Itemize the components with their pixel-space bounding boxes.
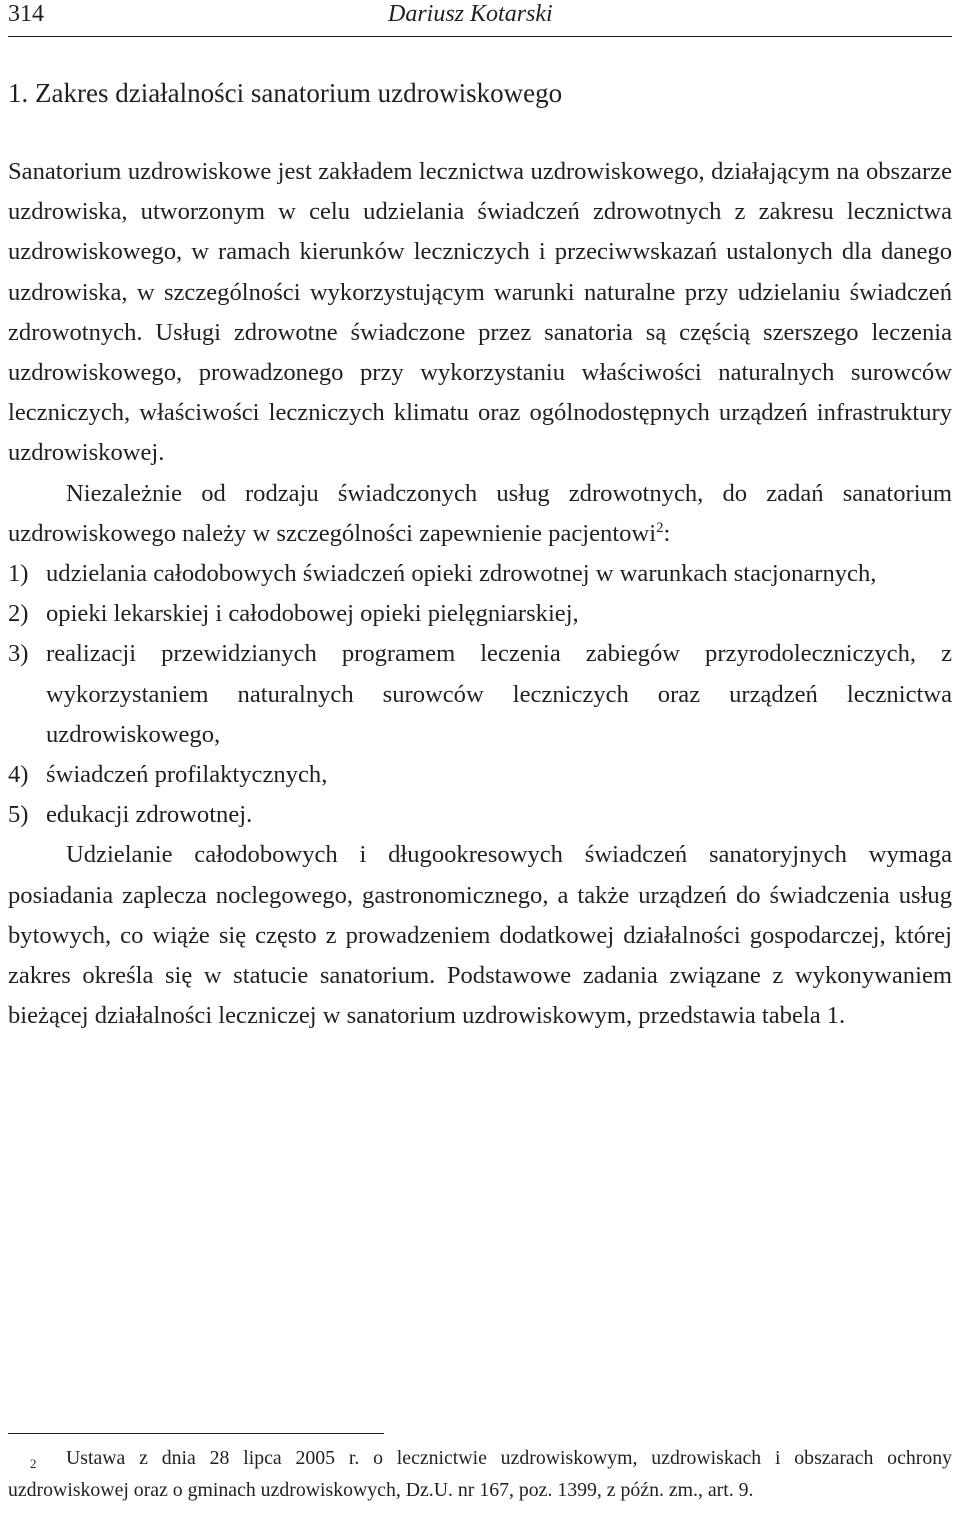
list-item bbox=[8, 755, 952, 795]
list-item-text: świadczeń profilaktycznych, bbox=[46, 761, 328, 789]
running-author: Dariusz Kotarski bbox=[388, 1, 553, 27]
paragraph-accommodation: Udzielanie całodobowych i długookresowych świadczeń sanatoryjnych wymaga posiadania zaplecza noclegowego, gastronomicznego, a także urządzeń do świadczenia usług bytowych, co wiąże się często z prowadzeniem dodatkowej działalności gospodarczej, której zakres określa się w statucie sanatorium. Podstawowe zadania związane z wykonywaniem bieżącej działalności leczniczej w sanatorium uzdrowiskowym, przedstawia tabela 1. bbox=[8, 841, 952, 1030]
task-list bbox=[8, 554, 952, 835]
footnote-text: Ustawa z dnia 28 lipca 2005 r. o lecznictwie uzdrowiskowym, uzdrowiskach i obszarach ochrony uzdrowiskowej oraz o gminach uzdrowiskowych, Dz.U. nr 167, poz. 1399, z późn. zm., art. 9. bbox=[8, 1447, 952, 1501]
list-marker: 4) bbox=[8, 761, 29, 789]
footnote bbox=[8, 1443, 952, 1506]
list-marker: 1) bbox=[8, 560, 29, 588]
running-header bbox=[8, 0, 952, 37]
paragraph-tasks-text: Niezależnie od rodzaju świadczonych usług zdrowotnych, do zadań sanatorium uzdrowiskowego należy w szczególności zapewnienie pacjentowi bbox=[8, 479, 952, 547]
footnote-reference: 2 bbox=[656, 519, 664, 536]
list-item-text: edukacji zdrowotnej. bbox=[46, 801, 253, 829]
list-item-text: opieki lekarskiej i całodobowej opieki pielęgniarskiej, bbox=[46, 600, 579, 628]
list-item-text: realizacji przewidzianych programem leczenia zabiegów przyrodoleczniczych, z wykorzystaniem naturalnych surowców leczniczych oraz urządzeń lecznictwa uzdrowiskowego, bbox=[46, 640, 952, 748]
list-marker: 5) bbox=[8, 801, 29, 829]
paragraph-tasks bbox=[8, 474, 952, 554]
list-marker: 2) bbox=[8, 600, 29, 628]
paragraph-intro: Sanatorium uzdrowiskowe jest zakładem lecznictwa uzdrowiskowego, działającym na obszarze uzdrowiska, utworzonym w celu udzielania świadczeń zdrowotnych z zakresu lecznictwa uzdrowiskowego, w ramach kierunków leczniczych i przeciwwskazań ustalonych dla danego uzdrowiska, w szczególności wykorzystującym warunki naturalne przy udzielaniu świadczeń zdrowotnych. Usługi zdrowotne świadczone przez sanatoria są częścią szerszego leczenia uzdrowiskowego, prowadzonego przy wykorzystaniu właściwości naturalnych surowców leczniczych, właściwości leczniczych klimatu oraz ogólnodostępnych urządzeń infrastruktury uzdrowiskowej. bbox=[8, 158, 952, 467]
list-item-text: udzielania całodobowych świadczeń opieki zdrowotnej w warunkach stacjonarnych, bbox=[46, 560, 877, 588]
body-text bbox=[8, 152, 952, 1036]
footnote-number: 2 bbox=[30, 1456, 37, 1471]
footnote-divider bbox=[8, 1433, 384, 1434]
page-number: 314 bbox=[8, 1, 44, 27]
paragraph-tasks-colon: : bbox=[663, 519, 671, 547]
list-item bbox=[8, 795, 952, 835]
section-heading: 1. Zakres działalności sanatorium uzdrowiskowego bbox=[8, 78, 563, 108]
list-marker: 3) bbox=[8, 640, 29, 668]
list-item bbox=[8, 634, 952, 755]
list-item bbox=[8, 554, 952, 594]
list-item bbox=[8, 594, 952, 634]
